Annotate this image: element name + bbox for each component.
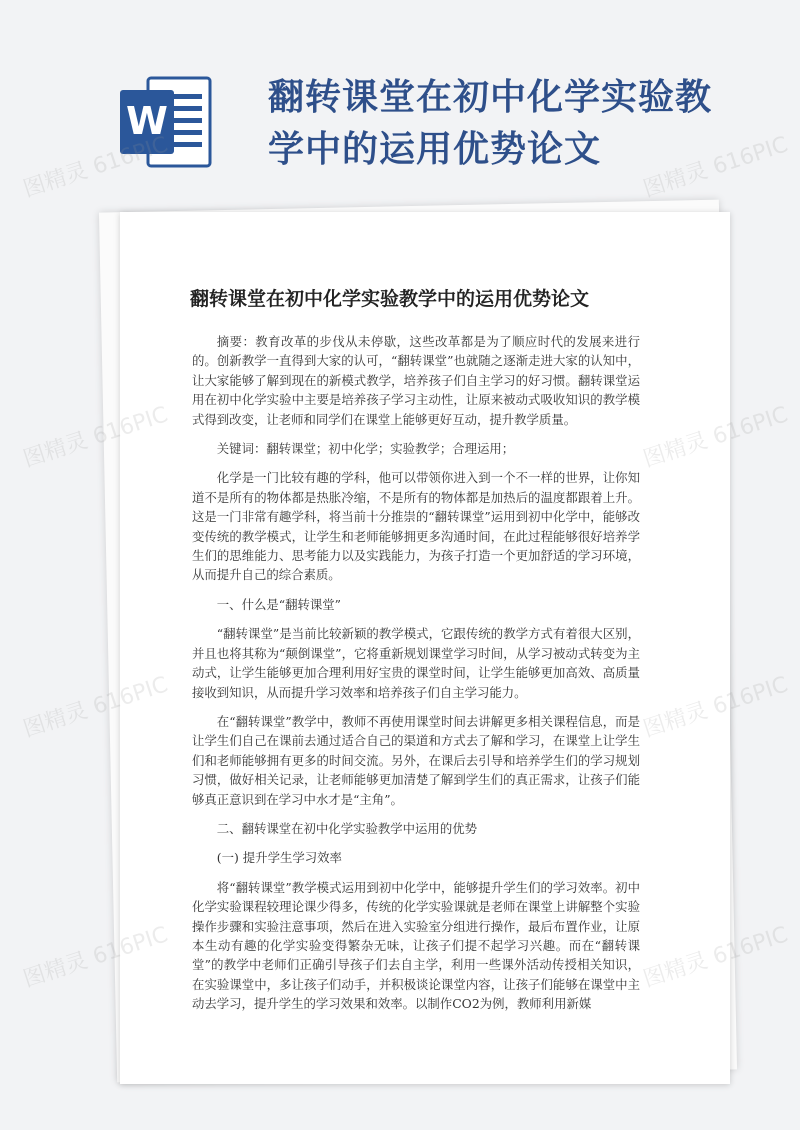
paragraph: 将“翻转课堂”教学模式运用到初中化学中，能够提升学生们的学习效率。初中化学实验课程较理论课少得多，传统的化学实验课就是老师在课堂上讲解整个实验操作步骤和实验注意事项，然后在进入实验室分组进行操作，最后布置作业，让原本生动有趣的化学实验变得繁杂无味，让孩子们提不起学习兴趣。而在“翻转课堂”的教学中老师们正确引导孩子们去自主学，利用一些课外活动传授相关知识，在实验课堂中，多让孩子们动手，并积极谈论课堂内容，让孩子们能够在课堂中主动去学习，提升学生的学习效果和效率。以制作CO2为例，教师利用新媒 [192, 879, 640, 1012]
watermark: 图精灵 616PIC [20, 402, 171, 473]
section-heading: 二、翻转课堂在初中化学实验教学中运用的优势 [216, 820, 477, 836]
watermark: 图精灵 616PIC [20, 672, 171, 743]
paragraph: 关键词：翻转课堂；初中化学；实验教学；合理运用； [216, 441, 515, 457]
watermark: 616PIC [709, 922, 791, 970]
document-page [120, 212, 730, 1084]
paper-body [192, 332, 640, 1024]
paragraph: 化学是一门比较有趣的学科，他可以带领你进入到一个不一样的世界，让你知道不是所有的物体都是热胀冷缩，不是所有的物体都是加热后的温度都跟着上升。这是一门非常有趣学科，将当前十分推崇的“翻转课堂”运用到初中化学中，能够改变传统的教学模式，让学生和老师能够拥更多沟通时间，在此过程能够很好培养学生们的思维能力、思考能力以及实践能力，为孩子打造一个更加舒适的学习环境，从而提升自己的综合素质。 [192, 470, 640, 583]
word-document-icon [118, 72, 218, 172]
watermark: 图精灵 616PIC [20, 132, 171, 203]
watermark: 616PIC [709, 672, 791, 720]
svg-text:W: W [126, 99, 168, 143]
section-heading: (一) 提升学生学习效率 [216, 850, 342, 866]
document-title-banner: 翻转课堂在初中化学实验教学中的运用优势论文 [268, 77, 713, 170]
header [0, 0, 800, 200]
paper-title: 翻转课堂在初中化学实验教学中的运用优势论文 [190, 288, 590, 310]
paragraph: 在“翻转课堂”教学中，教师不再使用课堂时间去讲解更多相关课程信息，而是让学生们自己在课前去通过适合自己的渠道和方式去了解和学习，在课堂上让学生们和老师能够拥有更多的时间交流。另外，在课后去引导和培养学生们的学习规划习惯，做好相关记录，让老师能够更加清楚了解到学生们的真正需求，让孩子们能够真正意识到在学习中水才是“主角”。 [192, 713, 640, 807]
paragraph: “翻转课堂”是当前比较新颖的教学模式，它跟传统的教学方式有着很大区别，并且也将其称为“颠倒课堂”，它将重新规划课堂学习时间，从学习被动式转变为主动式，让学生能够更加合理利用好宝贵的课堂时间，让学生能够更加高效、高质量接收到知识，从而提升学习效率和培养孩子们自主学习能力。 [192, 626, 640, 700]
watermark: 图精灵 616PIC [640, 132, 791, 203]
watermark: 616PIC [709, 402, 791, 450]
paragraph: 摘要：教育改革的步伐从未停歇，这些改革都是为了顺应时代的发展来进行的。创新教学一直得到大家的认可，“翻转课堂”也就随之逐渐走进大家的认知中，让大家能够了解到现在的新模式教学，培养孩子们自主学习的好习惯。翻转课堂运用在初中化学实验中主要是培养孩子学习主动性，让原来被动式吸收知识的教学模式得到改变，让老师和同学们在课堂上能够更好互动，提升教学质量。 [192, 334, 640, 427]
watermark: 图精灵 616PIC [20, 922, 171, 993]
section-heading: 一、什么是“翻转课堂” [216, 596, 341, 612]
